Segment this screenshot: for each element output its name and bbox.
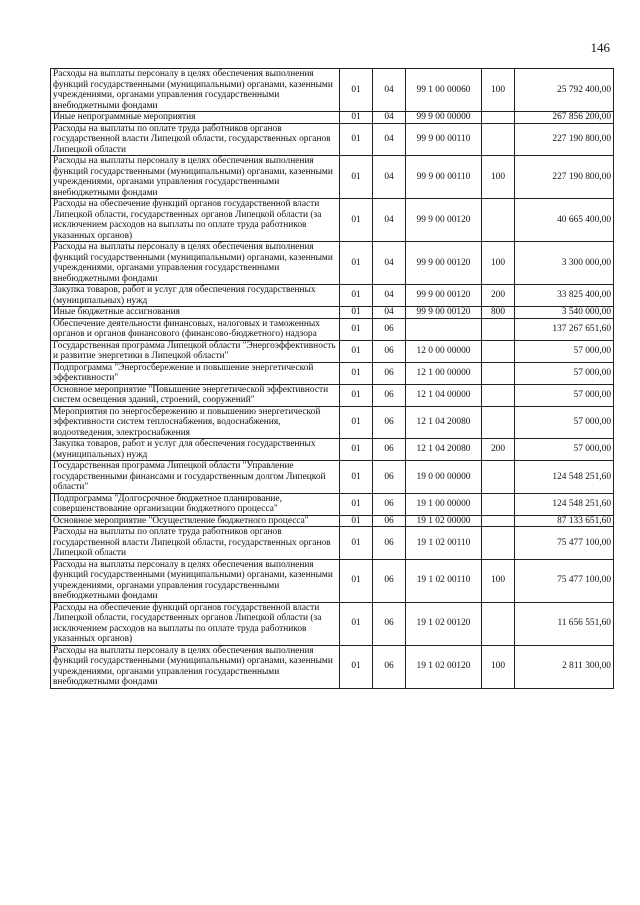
- table-row: [51, 515, 614, 527]
- section-code-cell: 01: [340, 515, 373, 527]
- subsection-code-cell: 06: [373, 559, 406, 602]
- expense-type-cell: [482, 527, 515, 560]
- expense-name-cell: Расходы на выплаты по оплате труда работников органов государственной власти Липецкой области, государственных органов Липецкой области: [51, 123, 340, 156]
- section-code-cell: 01: [340, 69, 373, 112]
- expense-type-cell: 200: [482, 439, 515, 461]
- expense-type-cell: 100: [482, 242, 515, 285]
- subsection-code-cell: 04: [373, 69, 406, 112]
- expense-name-cell: Закупка товаров, работ и услуг для обеспечения государственных (муниципальных) нужд: [51, 285, 340, 307]
- amount-cell: 57 000,00: [515, 362, 614, 384]
- table-row: [51, 406, 614, 439]
- expense-type-cell: [482, 406, 515, 439]
- target-article-cell: 19 1 02 00110: [406, 559, 482, 602]
- subsection-code-cell: 04: [373, 242, 406, 285]
- target-article-cell: 12 1 00 00000: [406, 362, 482, 384]
- section-code-cell: 01: [340, 362, 373, 384]
- expense-name-cell: Иные непрограммные мероприятия: [51, 112, 340, 124]
- target-article-cell: 99 9 00 00110: [406, 123, 482, 156]
- amount-cell: 33 825 400,00: [515, 285, 614, 307]
- amount-cell: 25 792 400,00: [515, 69, 614, 112]
- section-code-cell: 01: [340, 123, 373, 156]
- expense-type-cell: [482, 318, 515, 340]
- expense-type-cell: [482, 461, 515, 494]
- target-article-cell: 12 1 04 00000: [406, 384, 482, 406]
- section-code-cell: 01: [340, 439, 373, 461]
- expense-type-cell: [482, 384, 515, 406]
- subsection-code-cell: 06: [373, 439, 406, 461]
- expense-type-cell: [482, 362, 515, 384]
- table-row: [51, 384, 614, 406]
- amount-cell: 267 856 200,00: [515, 112, 614, 124]
- expense-name-cell: Государственная программа Липецкой области "Управление государственными финансами и государственным долгом Липецкой области": [51, 461, 340, 494]
- amount-cell: 3 300 000,00: [515, 242, 614, 285]
- subsection-code-cell: 06: [373, 384, 406, 406]
- expense-name-cell: Расходы на выплаты персоналу в целях обеспечения выполнения функций государственными (муниципальными) органами, казенными учреждениями, органами управления государственными внебюджетными фондами: [51, 559, 340, 602]
- section-code-cell: 01: [340, 340, 373, 362]
- expense-type-cell: 800: [482, 307, 515, 319]
- expense-type-cell: [482, 602, 515, 645]
- expense-type-cell: [482, 112, 515, 124]
- target-article-cell: 19 1 02 00110: [406, 527, 482, 560]
- section-code-cell: 01: [340, 384, 373, 406]
- subsection-code-cell: 06: [373, 461, 406, 494]
- amount-cell: 3 540 000,00: [515, 307, 614, 319]
- section-code-cell: 01: [340, 461, 373, 494]
- section-code-cell: 01: [340, 285, 373, 307]
- amount-cell: 75 477 100,00: [515, 559, 614, 602]
- subsection-code-cell: 06: [373, 602, 406, 645]
- expense-type-cell: 100: [482, 156, 515, 199]
- amount-cell: 57 000,00: [515, 340, 614, 362]
- target-article-cell: 19 0 00 00000: [406, 461, 482, 494]
- section-code-cell: 01: [340, 493, 373, 515]
- page-number: 146: [590, 40, 610, 55]
- subsection-code-cell: 04: [373, 123, 406, 156]
- section-code-cell: 01: [340, 156, 373, 199]
- section-code-cell: 01: [340, 318, 373, 340]
- target-article-cell: 99 9 00 00000: [406, 112, 482, 124]
- amount-cell: 57 000,00: [515, 384, 614, 406]
- table-row: [51, 242, 614, 285]
- amount-cell: 11 656 551,60: [515, 602, 614, 645]
- budget-table-body: [51, 69, 614, 689]
- expense-name-cell: Основное мероприятие "Осуществление бюджетного процесса": [51, 515, 340, 527]
- table-row: [51, 362, 614, 384]
- amount-cell: 227 190 800,00: [515, 123, 614, 156]
- table-row: [51, 285, 614, 307]
- table-row: [51, 439, 614, 461]
- table-row: [51, 156, 614, 199]
- amount-cell: 227 190 800,00: [515, 156, 614, 199]
- section-code-cell: 01: [340, 199, 373, 242]
- section-code-cell: 01: [340, 527, 373, 560]
- expense-name-cell: Расходы на обеспечение функций органов государственной власти Липецкой области, государственных органов Липецкой области (за исключением расходов на выплаты по оплате труда работников указанных органов): [51, 199, 340, 242]
- amount-cell: 57 000,00: [515, 439, 614, 461]
- expense-name-cell: Расходы на выплаты персоналу в целях обеспечения выполнения функций государственными (муниципальными) органами, казенными учреждениями, органами управления государственными внебюджетными фондами: [51, 156, 340, 199]
- expense-name-cell: Расходы на выплаты персоналу в целях обеспечения выполнения функций государственными (муниципальными) органами, казенными учреждениями, органами управления государственными внебюджетными фондами: [51, 69, 340, 112]
- section-code-cell: 01: [340, 602, 373, 645]
- subsection-code-cell: 04: [373, 199, 406, 242]
- table-row: [51, 69, 614, 112]
- amount-cell: 40 665 400,00: [515, 199, 614, 242]
- target-article-cell: 12 1 04 20080: [406, 439, 482, 461]
- subsection-code-cell: 04: [373, 285, 406, 307]
- expense-name-cell: Иные бюджетные ассигнования: [51, 307, 340, 319]
- section-code-cell: 01: [340, 645, 373, 688]
- target-article-cell: [406, 318, 482, 340]
- target-article-cell: 12 0 00 00000: [406, 340, 482, 362]
- subsection-code-cell: 06: [373, 362, 406, 384]
- table-row: [51, 559, 614, 602]
- target-article-cell: 12 1 04 20080: [406, 406, 482, 439]
- section-code-cell: 01: [340, 112, 373, 124]
- section-code-cell: 01: [340, 307, 373, 319]
- expense-name-cell: Расходы на выплаты по оплате труда работников органов государственной власти Липецкой области, государственных органов Липецкой области: [51, 527, 340, 560]
- subsection-code-cell: 06: [373, 318, 406, 340]
- subsection-code-cell: 06: [373, 515, 406, 527]
- amount-cell: 124 548 251,60: [515, 493, 614, 515]
- amount-cell: 75 477 100,00: [515, 527, 614, 560]
- target-article-cell: 99 9 00 00120: [406, 285, 482, 307]
- expense-name-cell: Обеспечение деятельности финансовых, налоговых и таможенных органов и органов финансового (финансово-бюджетного) надзора: [51, 318, 340, 340]
- expense-type-cell: 100: [482, 559, 515, 602]
- amount-cell: 87 133 651,60: [515, 515, 614, 527]
- expense-type-cell: [482, 199, 515, 242]
- target-article-cell: 99 9 00 00120: [406, 242, 482, 285]
- expense-name-cell: Закупка товаров, работ и услуг для обеспечения государственных (муниципальных) нужд: [51, 439, 340, 461]
- subsection-code-cell: 06: [373, 645, 406, 688]
- target-article-cell: 19 1 02 00120: [406, 602, 482, 645]
- expense-type-cell: [482, 123, 515, 156]
- expense-type-cell: [482, 340, 515, 362]
- expense-type-cell: 200: [482, 285, 515, 307]
- table-row: [51, 318, 614, 340]
- table-row: [51, 602, 614, 645]
- expense-name-cell: Расходы на выплаты персоналу в целях обеспечения выполнения функций государственными (муниципальными) органами, казенными учреждениями, органами управления государственными внебюджетными фондами: [51, 645, 340, 688]
- section-code-cell: 01: [340, 406, 373, 439]
- subsection-code-cell: 06: [373, 406, 406, 439]
- target-article-cell: 19 1 00 00000: [406, 493, 482, 515]
- table-row: [51, 123, 614, 156]
- amount-cell: 124 548 251,60: [515, 461, 614, 494]
- subsection-code-cell: 06: [373, 340, 406, 362]
- subsection-code-cell: 04: [373, 307, 406, 319]
- amount-cell: 137 267 651,60: [515, 318, 614, 340]
- target-article-cell: 99 9 00 00110: [406, 156, 482, 199]
- table-row: [51, 461, 614, 494]
- amount-cell: 2 811 300,00: [515, 645, 614, 688]
- table-row: [51, 199, 614, 242]
- amount-cell: 57 000,00: [515, 406, 614, 439]
- subsection-code-cell: 06: [373, 527, 406, 560]
- subsection-code-cell: 06: [373, 493, 406, 515]
- target-article-cell: 99 9 00 00120: [406, 199, 482, 242]
- expense-type-cell: 100: [482, 645, 515, 688]
- table-row: [51, 307, 614, 319]
- target-article-cell: 99 9 00 00120: [406, 307, 482, 319]
- expense-name-cell: Расходы на обеспечение функций органов государственной власти Липецкой области, государственных органов Липецкой области (за исключением расходов на выплаты по оплате труда работников указанных органов): [51, 602, 340, 645]
- table-row: [51, 645, 614, 688]
- expense-type-cell: [482, 515, 515, 527]
- table-row: [51, 493, 614, 515]
- section-code-cell: 01: [340, 242, 373, 285]
- expense-name-cell: Подпрограмма "Энергосбережение и повышение энергетической эффективности": [51, 362, 340, 384]
- budget-table: [50, 68, 614, 689]
- subsection-code-cell: 04: [373, 112, 406, 124]
- table-row: [51, 340, 614, 362]
- expense-name-cell: Подпрограмма "Долгосрочное бюджетное планирование, совершенствование организации бюджетного процесса": [51, 493, 340, 515]
- target-article-cell: 19 1 02 00000: [406, 515, 482, 527]
- expense-name-cell: Основное мероприятие "Повышение энергетической эффективности систем освещения зданий, строений, сооружений": [51, 384, 340, 406]
- target-article-cell: 19 1 02 00120: [406, 645, 482, 688]
- subsection-code-cell: 04: [373, 156, 406, 199]
- section-code-cell: 01: [340, 559, 373, 602]
- expense-name-cell: Расходы на выплаты персоналу в целях обеспечения выполнения функций государственными (муниципальными) органами, казенными учреждениями, органами управления государственными внебюджетными фондами: [51, 242, 340, 285]
- expense-type-cell: [482, 493, 515, 515]
- table-row: [51, 527, 614, 560]
- expense-type-cell: 100: [482, 69, 515, 112]
- expense-name-cell: Государственная программа Липецкой области "Энергоэффективность и развитие энергетики в Липецкой области": [51, 340, 340, 362]
- target-article-cell: 99 1 00 00060: [406, 69, 482, 112]
- expense-name-cell: Мероприятия по энергосбережению и повышению энергетической эффективности систем теплоснабжения, водоснабжения, водоотведения, электроснабжения: [51, 406, 340, 439]
- table-row: [51, 112, 614, 124]
